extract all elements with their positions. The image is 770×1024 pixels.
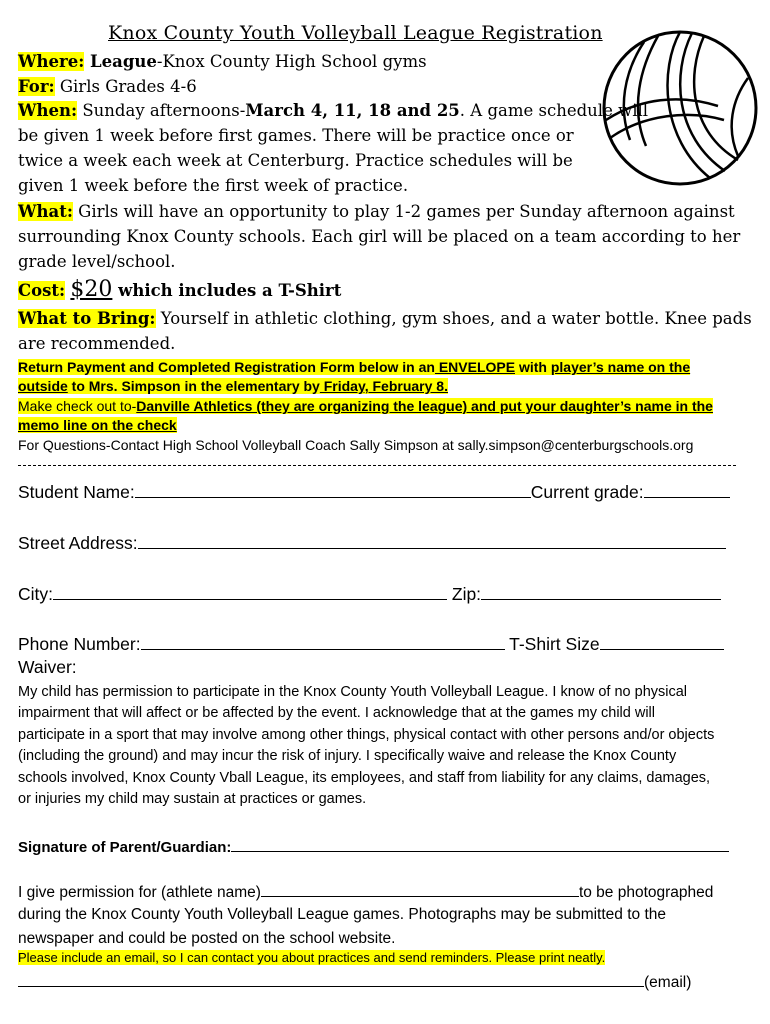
check-line-1 <box>18 397 713 415</box>
for-line <box>18 75 197 99</box>
for-label: For: <box>18 77 55 96</box>
zip-field[interactable] <box>481 583 721 600</box>
when-dates: March 4, 11, 18 and 25 <box>245 101 460 120</box>
photo-line-3: newspaper and could be posted on the school website. <box>18 930 396 947</box>
cost-label: Cost: <box>18 281 66 300</box>
when-text1: Sunday afternoons- <box>77 101 246 120</box>
where-label: Where: <box>18 52 85 71</box>
city-row <box>18 583 721 605</box>
return-part1: Return Payment and Completed Registration Form below in an <box>18 359 435 375</box>
return-envelope: ENVELOPE <box>434 359 516 375</box>
athlete-name-field[interactable] <box>261 880 579 897</box>
bring-line-1 <box>18 307 752 331</box>
when-label: When: <box>18 101 78 120</box>
return-text: to Mrs. Simpson in the elementary by <box>67 378 320 394</box>
waiver-line: My child has permission to participate in the Knox County Youth Volleyball League. I know of no physical <box>18 684 688 700</box>
street-label: Street Address: <box>18 533 138 553</box>
phone-label: Phone Number: <box>18 634 141 654</box>
street-field[interactable] <box>138 532 726 549</box>
return-line-2 <box>18 377 448 395</box>
page-title: Knox County Youth Volleyball League Registration <box>108 22 603 44</box>
return-names: player’s name on the <box>550 359 691 375</box>
email-label: (email) <box>644 974 692 991</box>
questions-line: For Questions-Contact High School Volleyball Coach Sally Simpson at sally.simpson@centerburgschools.org <box>18 437 694 453</box>
what-line-2: surrounding Knox County schools. Each girl will be placed on a team according to her <box>18 227 741 246</box>
student-name-row <box>18 481 730 503</box>
bring-text1: Yourself in athletic clothing, gym shoes, and a water bottle. Knee pads <box>155 309 752 328</box>
waiver-line: or injuries my child may sustain at practices or games. <box>18 791 367 807</box>
for-text: Girls Grades 4-6 <box>54 77 197 96</box>
check-memo: memo line on the check <box>18 417 177 433</box>
student-name-field[interactable] <box>135 481 531 498</box>
when-line-4: given 1 week before the first week of practice. <box>18 176 409 195</box>
student-name-label: Student Name: <box>18 482 135 502</box>
email-row <box>18 970 691 994</box>
street-row <box>18 532 726 554</box>
signature-field[interactable] <box>231 835 729 852</box>
current-grade-field[interactable] <box>644 481 730 498</box>
where-bold: League <box>84 52 157 71</box>
when-text2: . A game schedule will <box>459 101 649 120</box>
what-line-3: grade level/school. <box>18 252 176 271</box>
when-line-2: be given 1 week before first games. There will be practice once or <box>18 126 574 145</box>
cost-amount: $20 <box>70 277 113 302</box>
photo-line-2: during the Knox County Youth Volleyball League games. Photographs may be submitted to the <box>18 906 666 923</box>
city-label: City: <box>18 584 53 604</box>
waiver-line: impairment that will affect or be affected by the event. I acknowledge that at the games my child will <box>18 705 655 721</box>
current-grade-label: Current grade: <box>530 482 644 502</box>
email-note-text: Please include an email, so I can contact you about practices and send reminders. Please print neatly. <box>18 950 606 965</box>
waiver-line: (including the ground) and may incur the risk of injury. I specifically waive and release the Knox County <box>18 748 677 764</box>
phone-field[interactable] <box>141 633 505 650</box>
tshirt-label: T-Shirt Size <box>509 634 600 654</box>
waiver-heading: Waiver: <box>18 657 77 677</box>
return-line-1 <box>18 358 690 376</box>
email-note <box>18 949 605 967</box>
signature-label: Signature of Parent/Guardian: <box>18 839 232 856</box>
check-payee: Danville Athletics (they are organizing the league) and put your daughter’s name in the <box>136 398 713 414</box>
where-line <box>18 50 427 74</box>
what-text1: Girls will have an opportunity to play 1-2 games per Sunday afternoon against <box>72 202 735 221</box>
what-line-1 <box>18 200 735 224</box>
cost-text: which includes a T-Shirt <box>112 281 342 300</box>
cost-line <box>18 278 341 303</box>
return-outside: outside <box>18 378 68 394</box>
signature-row <box>18 835 729 859</box>
photo-text2: to be photographed <box>578 884 714 901</box>
check-prefix: Make check out to- <box>18 398 137 414</box>
bring-label: What to Bring: <box>18 309 156 328</box>
where-text: -Knox County High School gyms <box>156 52 427 71</box>
waiver-line: participate in a sport that may involve among other things, physical contact with other persons and/or objects <box>18 727 715 743</box>
zip-label: Zip: <box>451 584 482 604</box>
when-line-1 <box>18 99 648 123</box>
waiver-line: schools involved, Knox County Vball League, its employees, and staff from liability for any claims, damages, <box>18 770 711 786</box>
email-field[interactable] <box>18 970 644 987</box>
separator <box>18 465 736 466</box>
return-part2: with <box>515 359 551 375</box>
check-line-2 <box>18 416 177 434</box>
bring-line-2: are recommended. <box>18 334 176 353</box>
when-line-3: twice a week each week at Centerburg. Practice schedules will be <box>18 151 573 170</box>
photo-text1: I give permission for (athlete name) <box>18 884 261 901</box>
return-deadline: Friday, February 8. <box>319 378 448 394</box>
tshirt-field[interactable] <box>600 633 724 650</box>
what-label: What: <box>18 202 73 221</box>
photo-line-1 <box>18 880 713 904</box>
city-field[interactable] <box>53 583 447 600</box>
phone-row <box>18 633 724 655</box>
